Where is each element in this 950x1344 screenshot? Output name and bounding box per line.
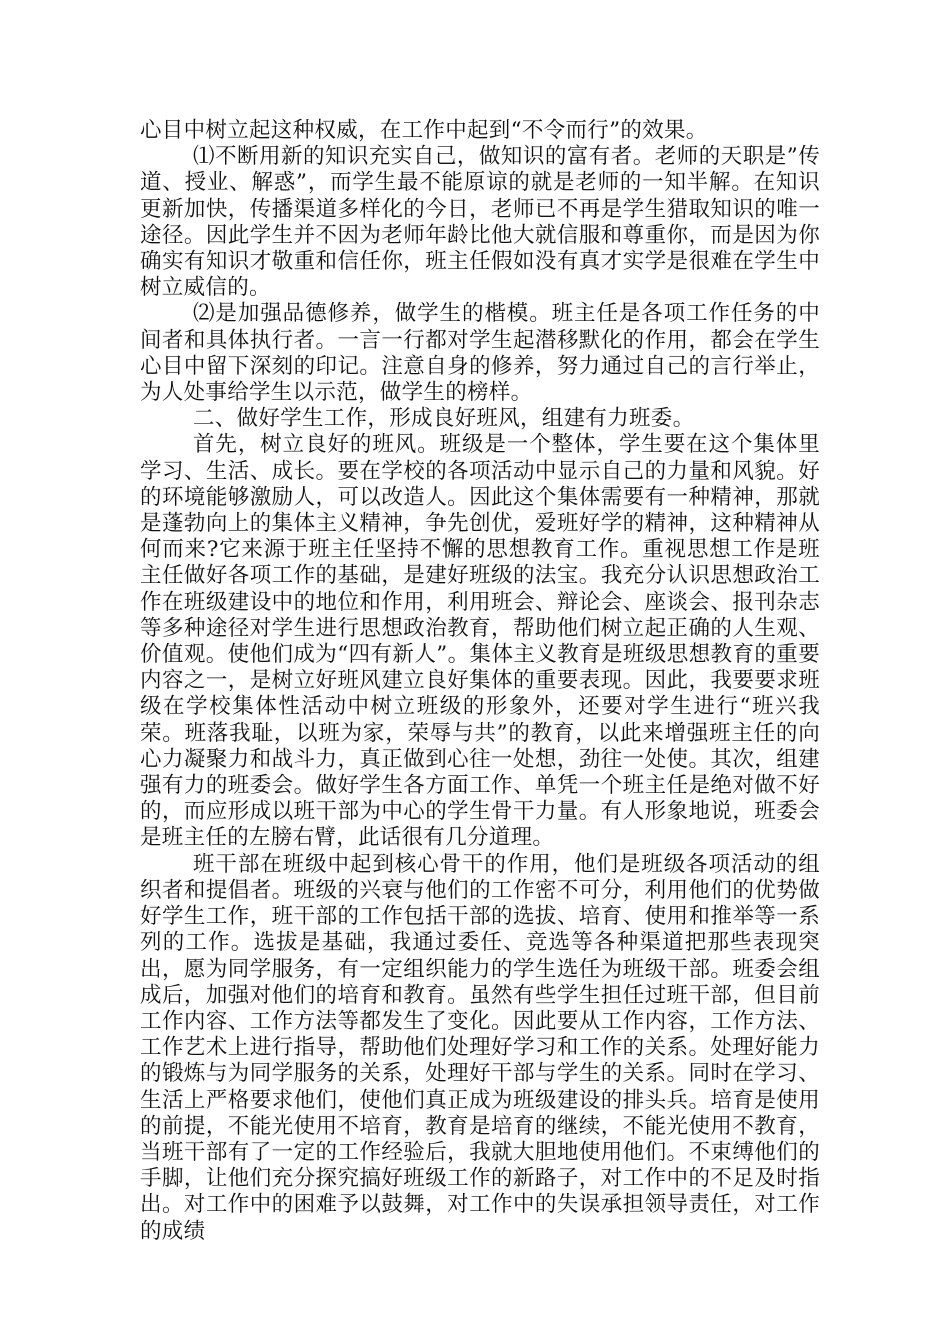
- paragraph-point-1: ⑴不断用新的知识充实自己，做知识的富有者。老师的天职是”传道、授业、解惑”，而学生最不能原谅的就是老师的一知半解。在知识更新加快，传播渠道多样化的今日，老师已不再是学生猎取知识的唯一途径。因此学生并不因为老师年龄比他大就信服和尊重你，而是因为你确实有知识才敬重和信任你，班主任假如没有真才实学是很难在学生中树立威信的。: [140, 144, 820, 301]
- paragraph-class-spirit: 首先，树立良好的班风。班级是一个整体，学生要在这个集体里学习、生活、成长。要在学校的各项活动中显示自己的力量和风貌。好的环境能够激励人，可以改造人。因此这个集体需要有一种精神，那就是蓬勃向上的集体主义精神，争先创优，爱班好学的精神，这种精神从何而来?它来源于班主任坚持不懈的思想教育工作。重视思想工作是班主任做好各项工作的基础，是建好班级的法宝。我充分认识思想政治工作在班级建设中的地位和作用，利用班会、辩论会、座谈会、报刊杂志等多种途径对学生进行思想政治教育，帮助他们树立起正确的人生观、价值观。使他们成为“四有新人”。集体主义教育是班级思想教育的重要内容之一，是树立好班风建立良好集体的重要表现。因此，我要要求班级在学校集体性活动中树立班级的形象外，还要对学生进行“班兴我荣。班落我耻，以班为家，荣辱与共”的教育，以此来增强班主任的向心力凝聚力和战斗力，真正做到心往一处想，劲往一处使。其次，组建强有力的班委会。做好学生各方面工作、单凭一个班主任是绝对做不好的，而应形成以班干部为中心的学生骨干力量。有人形象地说，班委会是班主任的左膀右臂，此话很有几分道理。: [140, 432, 820, 851]
- section-heading: 二、做好学生工作，形成良好班风，组建有力班委。: [193, 406, 695, 432]
- paragraph-continuation: 心目中树立起这种权威，在工作中起到“不令而行”的效果。: [140, 118, 708, 143]
- paragraph-point-2: ⑵是加强品德修养，做学生的楷模。班主任是各项工作任务的中间者和具体执行者。一言一行都对学生起潜移默化的作用，都会在学生心目中留下深刻的印记。注意自身的修养，努力通过自己的言行举止，为人处事给学生以示范，做学生的榜样。: [140, 301, 820, 406]
- document-page: [140, 118, 820, 1245]
- paragraph-class-cadres: 班干部在班级中起到核心骨干的作用，他们是班级各项活动的组织者和提倡者。班级的兴衰与他们的工作密不可分，利用他们的优势做好学生工作，班干部的工作包括干部的选拔、培育、使用和推举等一系列的工作。选拔是基础，我通过委任、竞选等各种渠道把那些表现突出，愿为同学服务，有一定组织能力的学生选任为班级干部。班委会组成后，加强对他们的培育和教育。虽然有些学生担任过班干部，但目前工作内容、工作方法等都发生了变化。因此要从工作内容，工作方法、工作艺术上进行指导，帮助他们处理好学习和工作的关系。处理好能力的锻炼与为同学服务的关系，处理好干部与学生的关系。同时在学习、生活上严格要求他们，使他们真正成为班级建设的排头兵。培育是使用的前提，不能光使用不培育，教育是培育的继续，不能光使用不教育，当班干部有了一定的工作经验后，我就大胆地使用他们。不束缚他们的手脚，让他们充分探究搞好班级工作的新路子，对工作中的不足及时指出。对工作中的困难予以鼓舞，对工作中的失误承担领导责任，对工作的成绩: [140, 851, 820, 1244]
